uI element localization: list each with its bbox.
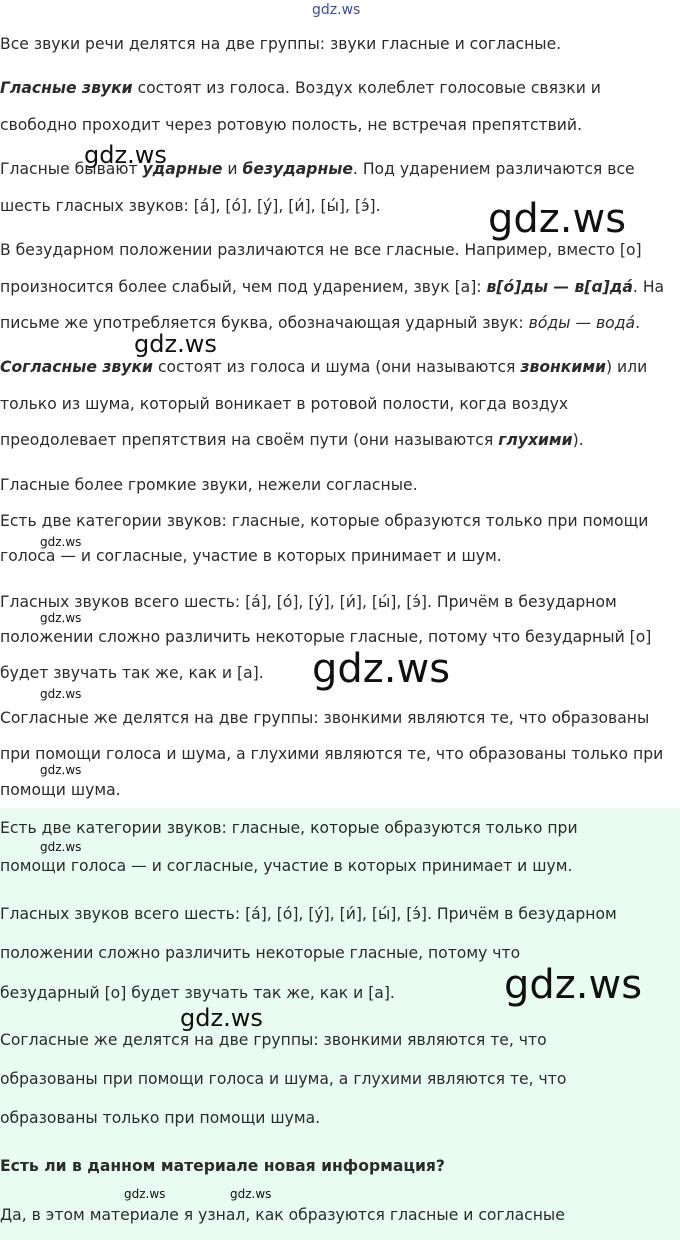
- paragraph-line: Согласные звуки состоят из голоса и шума (они называются звонкими) или: [0, 358, 648, 376]
- paragraph-line: шесть гласных звуков: [а́], [о́], [у́], [и́], [ы́], [э́].: [0, 197, 381, 215]
- paragraph-line: голоса — и согласные, участие в которых принимает и шум.: [0, 547, 502, 565]
- paragraph-line: В безударном положении различаются не все гласные. Например, вместо [о]: [0, 241, 642, 259]
- paragraph-line: преодолевает препятствия на своём пути (они называются глухими).: [0, 431, 584, 449]
- paragraph-line: Гласные более громкие звуки, нежели согласные.: [0, 476, 418, 494]
- watermark: gdz.ws: [134, 330, 217, 358]
- paragraph-line: положении сложно различить некоторые гласные, потому что безударный [о]: [0, 628, 652, 646]
- watermark: gdz.ws: [180, 1004, 263, 1032]
- watermark: gdz.ws: [504, 962, 643, 1008]
- answer-line: помощи голоса — и согласные, участие в которых принимает и шум.: [0, 857, 573, 875]
- paragraph-line: письме же употребляется буква, обозначающая ударный звук: во́ды — вода́.: [0, 314, 641, 332]
- question-heading: Есть ли в данном материале новая информация?: [0, 1157, 445, 1175]
- watermark: gdz.ws: [488, 196, 627, 242]
- watermark: gdz.ws: [40, 535, 82, 549]
- answer-reply: Да, в этом материале я узнал, как образуются гласные и согласные: [0, 1206, 565, 1224]
- watermark: gdz.ws: [84, 141, 167, 169]
- answer-line: образованы только при помощи шума.: [0, 1109, 321, 1127]
- paragraph-line: помощи шума.: [0, 781, 121, 799]
- paragraph-line: произносится более слабый, чем под ударением, звук [а]: в[о́]ды — в[ɑ]да́. На: [0, 278, 665, 296]
- watermark: gdz.ws: [312, 2, 361, 18]
- paragraph-line: Есть две категории звуков: гласные, которые образуются только при помощи: [0, 512, 649, 530]
- answer-line: положении сложно различить некоторые гласные, потому что: [0, 944, 521, 962]
- watermark: gdz.ws: [312, 646, 451, 692]
- watermark: gdz.ws: [230, 1187, 272, 1201]
- watermark: gdz.ws: [40, 687, 82, 701]
- paragraph-line: при помощи голоса и шума, а глухими являются те, что образованы только при: [0, 745, 664, 763]
- paragraph-line: Согласные же делятся на две группы: звонкими являются те, что образованы: [0, 709, 650, 727]
- watermark: gdz.ws: [40, 763, 82, 777]
- paragraph-line: Гласные бывают ударные и безударные. Под ударением различаются все: [0, 160, 635, 178]
- watermark: gdz.ws: [40, 840, 82, 854]
- paragraph-line: свободно проходит через ротовую полость, не встречая препятствий.: [0, 116, 583, 134]
- answer-line: образованы при помощи голоса и шума, а глухими являются те, что: [0, 1070, 567, 1088]
- answer-line: безударный [о] будет звучать так же, как и [а].: [0, 984, 395, 1002]
- answer-line: Есть две категории звуков: гласные, которые образуются только при: [0, 819, 578, 837]
- paragraph-line: Гласные звуки состоят из голоса. Воздух колеблет голосовые связки и: [0, 79, 601, 97]
- paragraph-line: только из шума, который воникает в ротовой полости, когда воздух: [0, 395, 569, 413]
- watermark: gdz.ws: [40, 611, 82, 625]
- paragraph-line: будет звучать так же, как и [а].: [0, 664, 264, 682]
- paragraph-line: Все звуки речи делятся на две группы: звуки гласные и согласные.: [0, 35, 562, 53]
- paragraph-line: Гласных звуков всего шесть: [а́], [о́], [у́], [и́], [ы́], [э́]. Причём в безударном: [0, 593, 617, 611]
- answer-line: Гласных звуков всего шесть: [а́], [о́], [у́], [и́], [ы́], [э́]. Причём в безударном: [0, 905, 617, 923]
- watermark: gdz.ws: [124, 1187, 166, 1201]
- answer-line: Согласные же делятся на две группы: звонкими являются те, что: [0, 1031, 547, 1049]
